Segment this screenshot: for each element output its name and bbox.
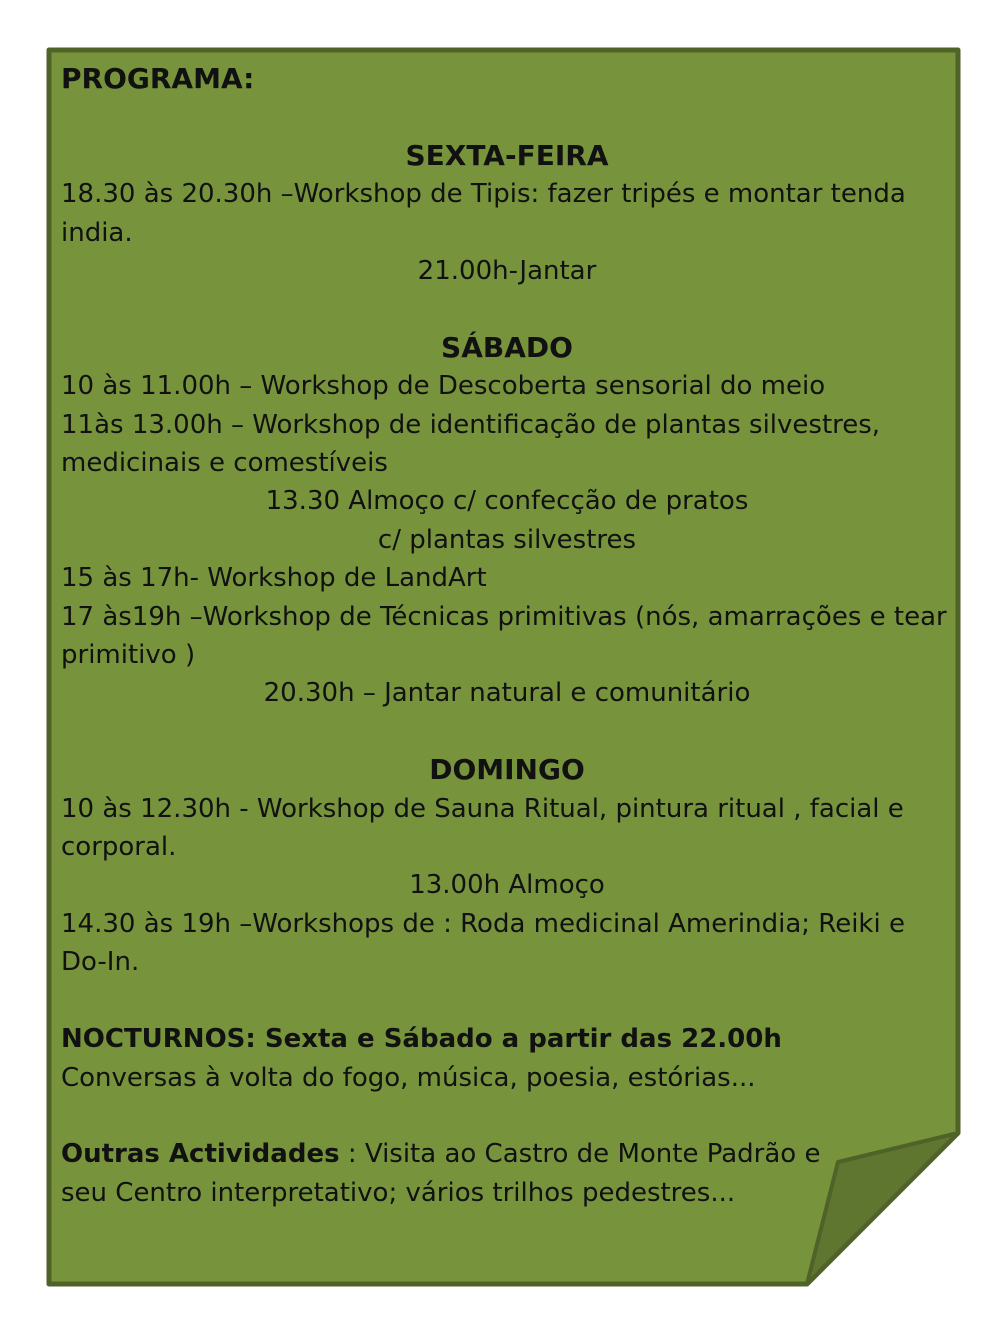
outras-line — [61, 1135, 821, 1212]
domingo-item-sauna: 10 às 12.30h - Workshop de Sauna Ritual, pintura ritual , facial e corporal. — [61, 793, 904, 863]
nocturnos-line — [61, 1020, 953, 1058]
heading-sexta: SEXTA-FEIRA — [405, 138, 609, 172]
sabado-item-plantas: 11às 13.00h – Workshop de identificação de plantas silvestres, medicinais e comestíveis — [61, 409, 881, 479]
spacer — [61, 713, 953, 751]
sabado-item-tecnicas: 17 às19h –Workshop de Técnicas primitivas (nós, amarrações e tear primitivo ) — [61, 601, 947, 671]
domingo-item-roda: 14.30 às 19h –Workshops de : Roda medicinal Amerindia; Reiki e Do-In. — [61, 908, 905, 978]
sabado-item-almoco: 13.30 Almoço c/ confecção de pratos — [265, 486, 749, 517]
nocturnos-description: Conversas à volta do fogo, música, poesia, estórias... — [61, 1062, 756, 1093]
nocturnos-label: NOCTURNOS: — [61, 1024, 256, 1055]
domingo-item-almoco: 13.00h Almoço — [409, 870, 605, 901]
spacer — [61, 98, 953, 136]
outras-label: Outras Actividades — [61, 1139, 340, 1170]
nocturnos-text: Sexta e Sábado a partir das 22.00h — [255, 1024, 782, 1055]
program-text — [61, 60, 953, 1212]
sabado-item-almoco-cont: c/ plantas silvestres — [377, 524, 637, 555]
sabado-item-jantar: 20.30h – Jantar natural e comunitário — [263, 678, 751, 709]
sabado-item-landart: 15 às 17h- Workshop de LandArt — [61, 563, 487, 594]
sexta-item-jantar: 21.00h-Jantar — [417, 256, 597, 287]
spacer — [61, 290, 953, 328]
heading-domingo: DOMINGO — [429, 753, 585, 787]
spacer — [61, 1097, 953, 1135]
heading-sabado: SÁBADO — [441, 330, 573, 364]
spacer — [61, 982, 953, 1020]
sexta-item-tipis: 18.30 às 20.30h –Workshop de Tipis: fazer tripés e montar tenda india. — [61, 179, 906, 248]
sabado-item-descoberta: 10 às 11.00h – Workshop de Descoberta sensorial do meio — [61, 371, 826, 402]
program-title: PROGRAMA: — [61, 62, 255, 95]
outras-text: : Visita ao Castro de Monte Padrão e seu Centro interpretativo; vários trilhos pedestres... — [61, 1139, 821, 1208]
